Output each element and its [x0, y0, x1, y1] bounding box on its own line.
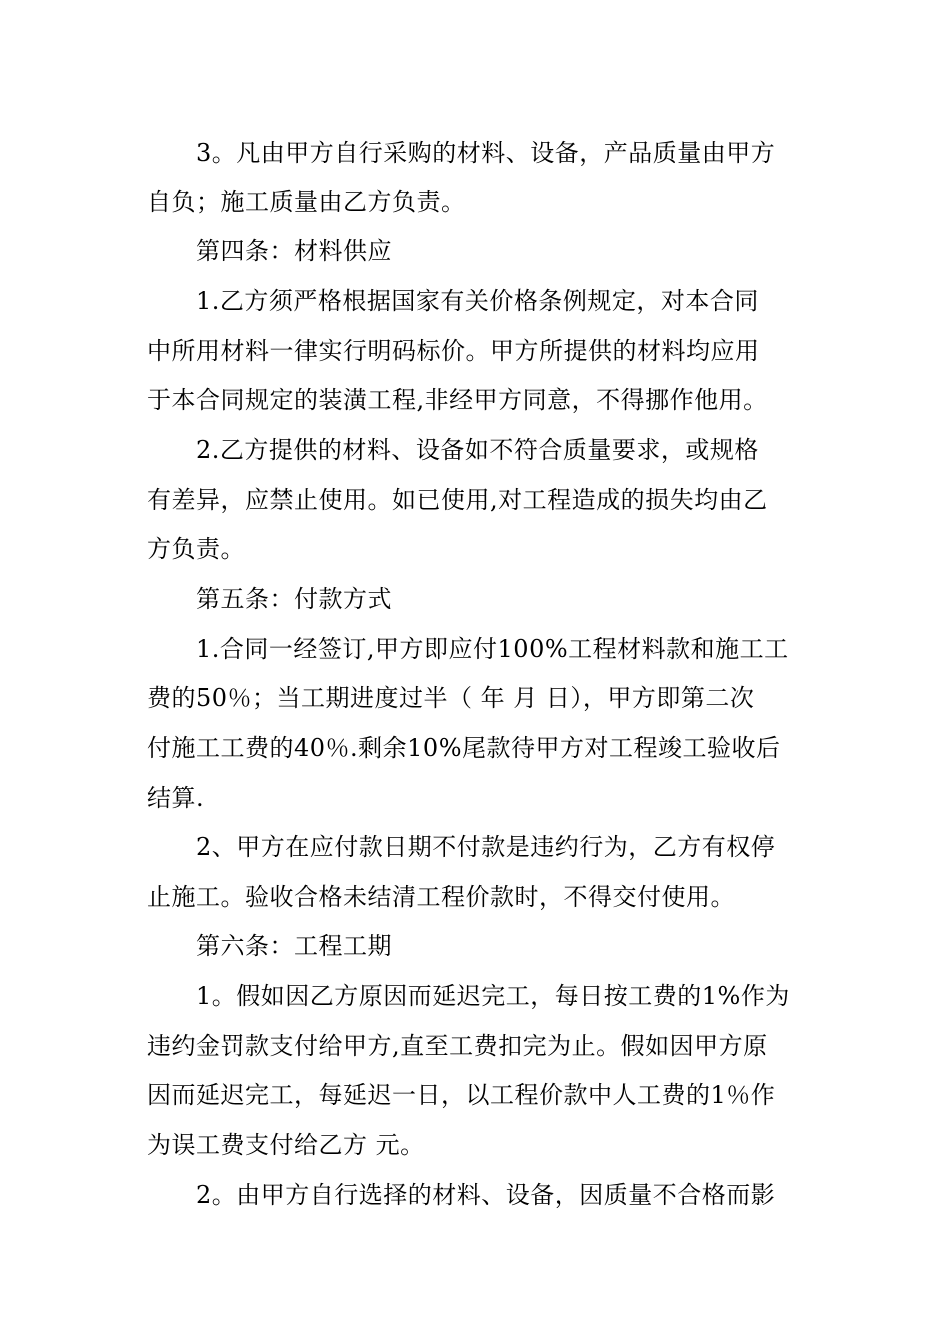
- text-line: 结算.: [147, 784, 205, 812]
- text-line: 1.合同一经签订,甲方即应付100%工程材料款和施工工: [196, 635, 789, 663]
- text-line: 2。由甲方自行选择的材料、设备，因质量不合格而影: [196, 1181, 776, 1209]
- text-line: 费的50％；当工期进度过半（ 年 月 日），甲方即第二次: [147, 684, 755, 712]
- text-line: 方负责。: [147, 535, 245, 563]
- section-heading: 第五条：付款方式: [196, 585, 392, 613]
- text-line: 违约金罚款支付给甲方,直至工费扣完为止。假如因甲方原: [147, 1032, 768, 1060]
- text-line: 自负；施工质量由乙方负责。: [147, 188, 466, 216]
- text-line: 为误工费支付给乙方 元。: [147, 1131, 425, 1159]
- text-line: 付施工工费的40％.剩余10%尾款待甲方对工程竣工验收后: [147, 734, 781, 762]
- text-line: 有差异，应禁止使用。如已使用,对工程造成的损失均由乙: [147, 486, 768, 514]
- section-heading: 第四条：材料供应: [196, 237, 392, 265]
- section-heading: 第六条：工程工期: [196, 932, 392, 960]
- text-line: 止施工。验收合格未结清工程价款时，不得交付使用。: [147, 883, 735, 911]
- text-line: 中所用材料一律实行明码标价。甲方所提供的材料均应用: [147, 337, 760, 365]
- text-line: 2.乙方提供的材料、设备如不符合质量要求，或规格: [196, 436, 759, 464]
- text-line: 1.乙方须严格根据国家有关价格条例规定，对本合同: [196, 287, 759, 315]
- text-line: 3。凡由甲方自行采购的材料、设备，产品质量由甲方: [196, 139, 776, 167]
- text-line: 因而延迟完工，每延迟一日，以工程价款中人工费的1％作: [147, 1081, 776, 1109]
- text-line: 1。假如因乙方原因而延迟完工，每日按工费的1%作为: [196, 982, 790, 1010]
- text-line: 于本合同规定的装潢工程,非经甲方同意，不得挪作他用。: [147, 386, 768, 414]
- text-line: 2、甲方在应付款日期不付款是违约行为，乙方有权停: [196, 833, 776, 861]
